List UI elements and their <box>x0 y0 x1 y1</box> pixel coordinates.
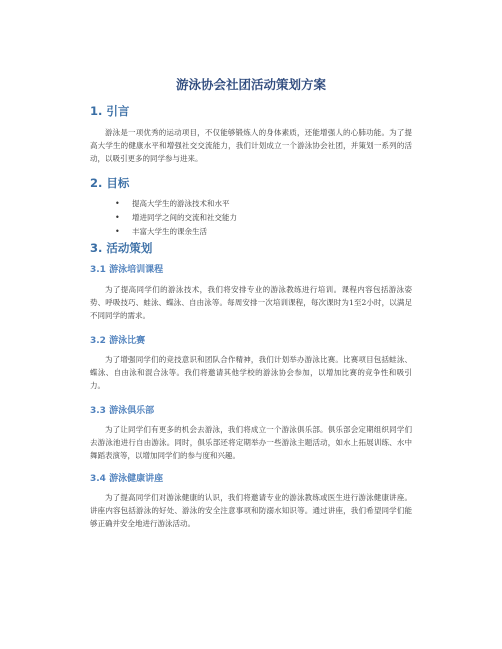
competition-paragraph: 为了增强同学们的竞技意识和团队合作精神，我们计划举办游泳比赛。比赛项目包括蛙泳、蝶泳、自由泳和混合泳等。我们将邀请其他学校的游泳协会参加，以增加比赛的竞争性和吸引力。 <box>90 355 412 390</box>
section-heading-intro: 1. 引言 <box>90 104 130 118</box>
document-title: 游泳协会社团活动策划方案 <box>175 77 326 92</box>
list-item <box>90 197 412 211</box>
bullet-icon: • <box>115 227 120 236</box>
club-paragraph: 为了让同学们有更多的机会去游泳，我们将成立一个游泳俱乐部。俱乐部会定期组织同学们去游泳池进行自由游泳。同时，俱乐部还将定期举办一些游泳主题活动，如水上拓展训练、水中舞蹈表演等，以增加同学们的参与度和兴趣。 <box>90 425 412 460</box>
lecture-paragraph: 为了提高同学们对游泳健康的认识，我们将邀请专业的游泳教练或医生进行游泳健康讲座。讲座内容包括游泳的好处、游泳的安全注意事项和防溺水知识等。通过讲座，我们希望同学们能够正确并安全地进行游泳活动。 <box>90 493 412 528</box>
goals-list <box>90 197 412 239</box>
list-item <box>90 225 412 239</box>
subsection-heading-club: 3.3 游泳俱乐部 <box>90 406 155 416</box>
section-heading-goals: 2. 目标 <box>90 176 130 190</box>
bullet-icon: • <box>115 199 120 208</box>
subsection-heading-competition: 3.2 游泳比赛 <box>90 336 146 346</box>
subsection-heading-training: 3.1 游泳培训课程 <box>90 265 164 275</box>
bullet-icon: • <box>115 213 120 222</box>
training-paragraph: 为了提高同学们的游泳技术，我们将安排专业的游泳教练进行培训。课程内容包括游泳姿势、呼吸技巧、蛙泳、蝶泳、自由泳等。每周安排一次培训课程，每次课时为1至2小时，以满足不同同学的需求。 <box>90 285 412 320</box>
goal-text: 增进同学之间的交流和社交能力 <box>132 213 237 222</box>
intro-paragraph: 游泳是一项优秀的运动项目，不仅能够锻炼人的身体素质，还能增强人的心肺功能。为了提高大学生的健康水平和增强社交交流能力，我们计划成立一个游泳协会社团，并策划一系列的活动，以吸引更多的同学参与进来。 <box>90 128 412 163</box>
goal-text: 提高大学生的游泳技术和水平 <box>132 199 230 208</box>
section-heading-plan: 3. 活动策划 <box>90 241 153 255</box>
list-item <box>90 211 412 225</box>
subsection-heading-lecture: 3.4 游泳健康讲座 <box>90 474 164 484</box>
goal-text: 丰富大学生的课余生活 <box>132 227 207 236</box>
